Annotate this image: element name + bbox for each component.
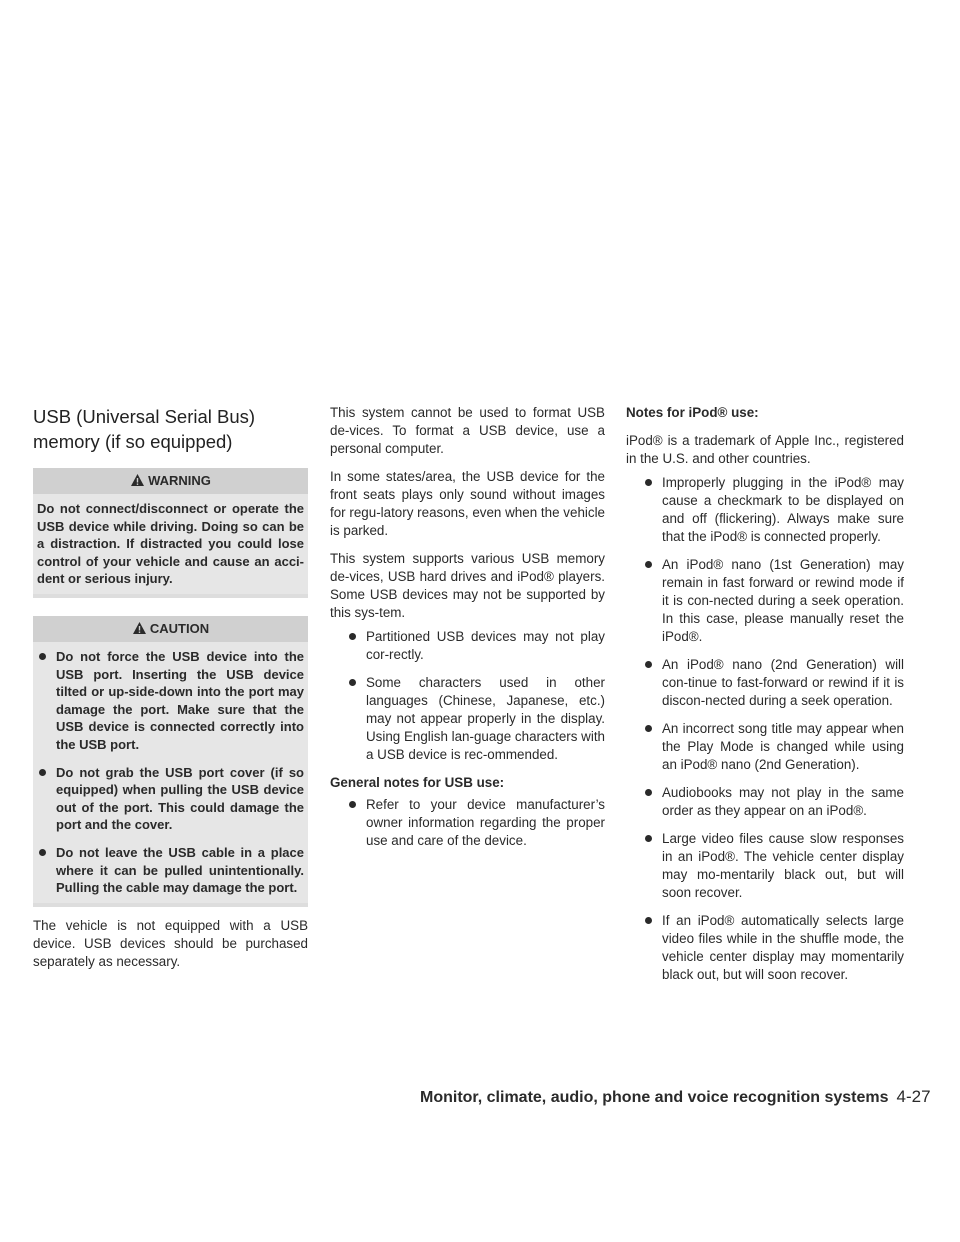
list-item: Audiobooks may not play in the same order as they appear on an iPod®. (643, 784, 904, 820)
page-number: 4-27 (896, 1087, 931, 1106)
usb-support-list (330, 628, 605, 764)
bullet-icon (349, 633, 356, 640)
ipod-notes-list (626, 474, 904, 984)
caution-item: Do not leave the USB cable in a place where it can be pulled unintentionally. Pulling the cable may damage the port. (37, 844, 304, 897)
list-item: An incorrect song title may appear when the Play Mode is changed while using an iPod® nano (2nd Generation). (643, 720, 904, 774)
bullet-icon (645, 789, 652, 796)
caution-triangle-icon (132, 618, 147, 644)
bullet-icon (645, 479, 652, 486)
warning-triangle-icon (130, 470, 145, 496)
caution-item: Do not force the USB device into the USB port. Inserting the USB device tilted or up-side-down into the port may damage the port. Make sure that the USB device is connected correctly into the USB port. (37, 648, 304, 754)
supports-para: This system supports various USB memory de-vices, USB hard drives and iPod® players. Some USB devices may not be supported by this sys-tem. (330, 551, 605, 620)
bullet-icon (349, 679, 356, 686)
general-notes-heading: General notes for USB use: (330, 775, 505, 790)
bullet-icon (645, 725, 652, 732)
front-seats-para: In some states/area, the USB device for the front seats plays only sound without images for regu-latory reasons, even when the vehicle is parked. (330, 469, 605, 538)
bullet-icon (645, 661, 652, 668)
list-item: Partitioned USB devices may not play cor-rectly. (347, 628, 605, 664)
ipod-notes-heading: Notes for iPod® use: (626, 405, 759, 420)
warning-label: WARNING (148, 473, 211, 488)
section-title: USB (Universal Serial Bus) memory (if so equipped) (33, 406, 256, 452)
list-item: Refer to your device manufacturer’s owner information regarding the proper use and care of the device. (347, 796, 605, 850)
list-item: Large video files cause slow responses in an iPod®. The vehicle center display may mo-mentarily black out, but will soon recover. (643, 830, 904, 902)
list-item: Improperly plugging in the iPod® may cause a checkmark to be displayed on and off (flickering). Always make sure that the iPod® is connected properly. (643, 474, 904, 546)
bullet-icon (39, 769, 46, 776)
general-notes-list (330, 796, 605, 850)
caution-item: Do not grab the USB port cover (if so equipped) when pulling the USB device out of the port. This could damage the port and the cover. (37, 764, 304, 834)
format-para: This system cannot be used to format USB de-vices. To format a USB device, use a personal computer. (330, 405, 605, 456)
warning-body (33, 494, 308, 594)
warning-box (33, 468, 308, 598)
bullet-icon (645, 917, 652, 924)
warning-header (33, 468, 308, 494)
bullet-icon (39, 653, 46, 660)
column-left (33, 404, 308, 981)
caution-body (33, 642, 308, 903)
caution-box (33, 616, 308, 907)
list-item: Some characters used in other languages (Chinese, Japanese, etc.) may not appear properly in the display. Using English lan-guage characters with a USB device is rec-ommended. (347, 674, 605, 764)
bullet-icon (349, 801, 356, 808)
list-item: An iPod® nano (1st Generation) may remain in fast forward or rewind mode if it is con-nected during a seek operation. In this case, please manually reset the iPod®. (643, 556, 904, 646)
chapter-title: Monitor, climate, audio, phone and voice recognition systems (420, 1089, 889, 1106)
warning-text: Do not connect/disconnect or operate the USB device while driving. Doing so can be a distraction. If distracted you could lose control of your vehicle and cause an acci-dent or serious injury. (37, 501, 304, 587)
column-middle (330, 404, 605, 850)
usb-not-equipped-para: The vehicle is not equipped with a USB device. USB devices should be purchased separately as necessary. (33, 917, 308, 969)
bullet-icon (645, 835, 652, 842)
list-item: An iPod® nano (2nd Generation) will con-tinue to fast-forward or rewind if it is discon-nected during a seek operation. (643, 656, 904, 710)
ipod-trademark-para: iPod® is a trademark of Apple Inc., registered in the U.S. and other countries. (626, 433, 904, 466)
column-right (626, 404, 904, 984)
list-item: If an iPod® automatically selects large video files while in the shuffle mode, the vehicle center display may momentarily black out, but will soon recover. (643, 912, 904, 984)
caution-label: CAUTION (149, 620, 210, 636)
bullet-icon (39, 849, 46, 856)
caution-header (33, 616, 308, 642)
bullet-icon (645, 561, 652, 568)
caution-list (37, 648, 304, 897)
page-footer (420, 1087, 931, 1107)
